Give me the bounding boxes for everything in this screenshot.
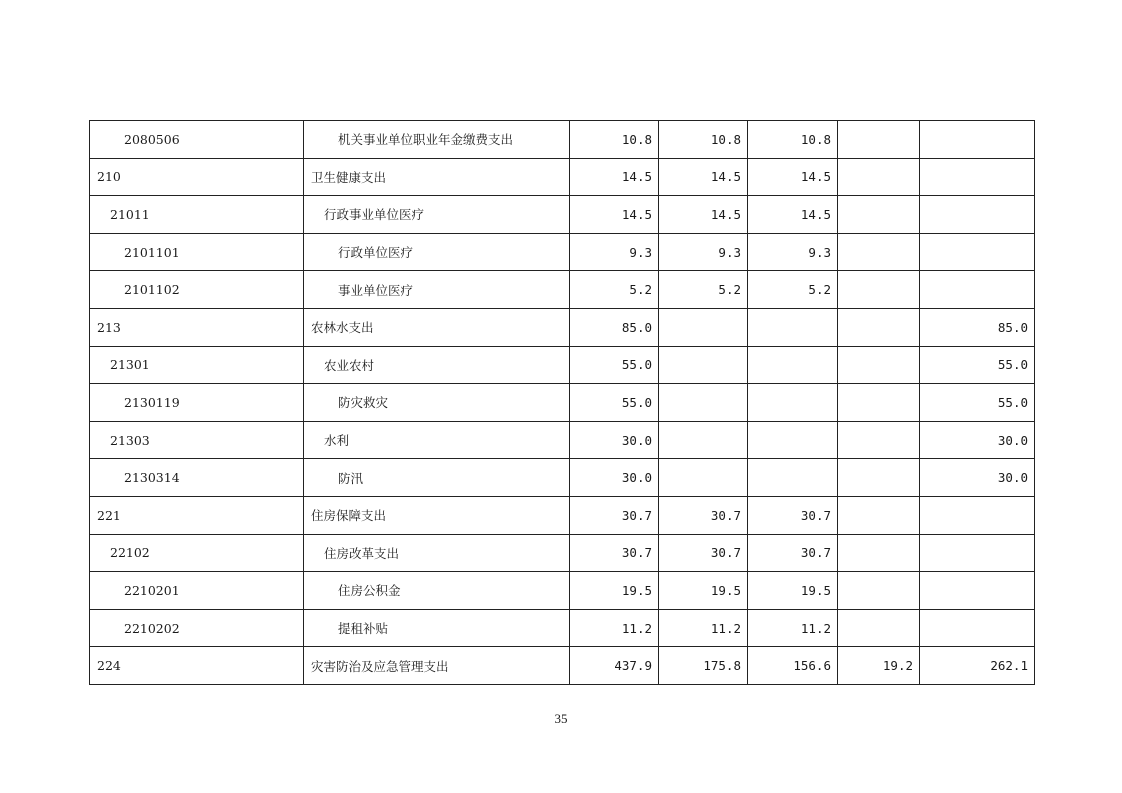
cell-project: 55.0	[920, 346, 1035, 384]
cell-project	[920, 196, 1035, 234]
table-row	[90, 384, 1035, 422]
cell-project	[920, 609, 1035, 647]
table-row	[90, 121, 1035, 159]
table-row	[90, 158, 1035, 196]
table-row	[90, 421, 1035, 459]
cell-total: 85.0	[570, 308, 659, 346]
cell-name: 事业单位医疗	[304, 271, 570, 309]
cell-project	[920, 121, 1035, 159]
cell-basic: 14.5	[659, 158, 748, 196]
cell-total: 30.7	[570, 496, 659, 534]
cell-personnel: 10.8	[748, 121, 838, 159]
cell-personnel	[748, 421, 838, 459]
cell-name: 住房改革支出	[304, 534, 570, 572]
cell-total: 9.3	[570, 233, 659, 271]
cell-basic	[659, 421, 748, 459]
table-row	[90, 647, 1035, 685]
cell-public	[838, 534, 920, 572]
cell-public	[838, 496, 920, 534]
cell-name: 卫生健康支出	[304, 158, 570, 196]
cell-public	[838, 346, 920, 384]
cell-personnel	[748, 346, 838, 384]
table-row	[90, 346, 1035, 384]
cell-project: 30.0	[920, 421, 1035, 459]
cell-personnel	[748, 459, 838, 497]
cell-basic	[659, 308, 748, 346]
cell-basic: 5.2	[659, 271, 748, 309]
cell-total: 30.7	[570, 534, 659, 572]
cell-total: 19.5	[570, 572, 659, 610]
cell-name: 防灾救灾	[304, 384, 570, 422]
table-row	[90, 271, 1035, 309]
cell-public	[838, 384, 920, 422]
cell-personnel: 156.6	[748, 647, 838, 685]
cell-public	[838, 121, 920, 159]
table-row	[90, 196, 1035, 234]
cell-total: 55.0	[570, 346, 659, 384]
cell-personnel: 19.5	[748, 572, 838, 610]
cell-total: 14.5	[570, 158, 659, 196]
cell-public	[838, 421, 920, 459]
cell-basic: 9.3	[659, 233, 748, 271]
cell-code: 21303	[90, 421, 304, 459]
cell-total: 10.8	[570, 121, 659, 159]
cell-total: 5.2	[570, 271, 659, 309]
cell-project	[920, 572, 1035, 610]
cell-code: 2080506	[90, 121, 304, 159]
cell-public	[838, 196, 920, 234]
cell-basic	[659, 459, 748, 497]
cell-total: 437.9	[570, 647, 659, 685]
cell-public	[838, 233, 920, 271]
cell-personnel: 11.2	[748, 609, 838, 647]
cell-basic: 14.5	[659, 196, 748, 234]
cell-name: 提租补贴	[304, 609, 570, 647]
cell-code: 2210202	[90, 609, 304, 647]
cell-code: 224	[90, 647, 304, 685]
cell-name: 防汛	[304, 459, 570, 497]
cell-public	[838, 572, 920, 610]
cell-code: 2130119	[90, 384, 304, 422]
cell-basic	[659, 346, 748, 384]
cell-personnel: 5.2	[748, 271, 838, 309]
cell-project	[920, 158, 1035, 196]
cell-total: 30.0	[570, 421, 659, 459]
cell-basic: 30.7	[659, 496, 748, 534]
cell-code: 210	[90, 158, 304, 196]
cell-code: 2101101	[90, 233, 304, 271]
cell-basic: 175.8	[659, 647, 748, 685]
table-body	[90, 121, 1035, 685]
cell-public	[838, 609, 920, 647]
cell-code: 2210201	[90, 572, 304, 610]
cell-name: 行政单位医疗	[304, 233, 570, 271]
cell-public	[838, 158, 920, 196]
table-row	[90, 459, 1035, 497]
cell-code: 221	[90, 496, 304, 534]
cell-name: 住房保障支出	[304, 496, 570, 534]
table-row	[90, 496, 1035, 534]
cell-code: 21301	[90, 346, 304, 384]
cell-project	[920, 233, 1035, 271]
cell-personnel: 30.7	[748, 534, 838, 572]
cell-code: 22102	[90, 534, 304, 572]
cell-basic: 19.5	[659, 572, 748, 610]
cell-personnel	[748, 384, 838, 422]
cell-code: 21011	[90, 196, 304, 234]
table-row	[90, 572, 1035, 610]
cell-total: 55.0	[570, 384, 659, 422]
cell-total: 30.0	[570, 459, 659, 497]
table-row	[90, 233, 1035, 271]
table-row	[90, 534, 1035, 572]
cell-project	[920, 496, 1035, 534]
budget-table	[89, 120, 1035, 685]
cell-code: 213	[90, 308, 304, 346]
table-row	[90, 308, 1035, 346]
cell-basic: 10.8	[659, 121, 748, 159]
cell-personnel: 9.3	[748, 233, 838, 271]
cell-public	[838, 459, 920, 497]
cell-name: 行政事业单位医疗	[304, 196, 570, 234]
cell-personnel: 30.7	[748, 496, 838, 534]
cell-personnel	[748, 308, 838, 346]
cell-personnel: 14.5	[748, 158, 838, 196]
cell-name: 机关事业单位职业年金缴费支出	[304, 121, 570, 159]
cell-project: 55.0	[920, 384, 1035, 422]
cell-name: 农业农村	[304, 346, 570, 384]
cell-public	[838, 308, 920, 346]
cell-total: 11.2	[570, 609, 659, 647]
cell-public: 19.2	[838, 647, 920, 685]
cell-name: 水利	[304, 421, 570, 459]
cell-project: 85.0	[920, 308, 1035, 346]
cell-project: 30.0	[920, 459, 1035, 497]
cell-total: 14.5	[570, 196, 659, 234]
cell-code: 2130314	[90, 459, 304, 497]
cell-basic: 30.7	[659, 534, 748, 572]
cell-basic: 11.2	[659, 609, 748, 647]
cell-name: 农林水支出	[304, 308, 570, 346]
page-number: 35	[554, 711, 568, 726]
table-row	[90, 609, 1035, 647]
cell-name: 住房公积金	[304, 572, 570, 610]
cell-code: 2101102	[90, 271, 304, 309]
cell-project: 262.1	[920, 647, 1035, 685]
cell-name: 灾害防治及应急管理支出	[304, 647, 570, 685]
cell-project	[920, 534, 1035, 572]
cell-basic	[659, 384, 748, 422]
cell-project	[920, 271, 1035, 309]
cell-public	[838, 271, 920, 309]
cell-personnel: 14.5	[748, 196, 838, 234]
